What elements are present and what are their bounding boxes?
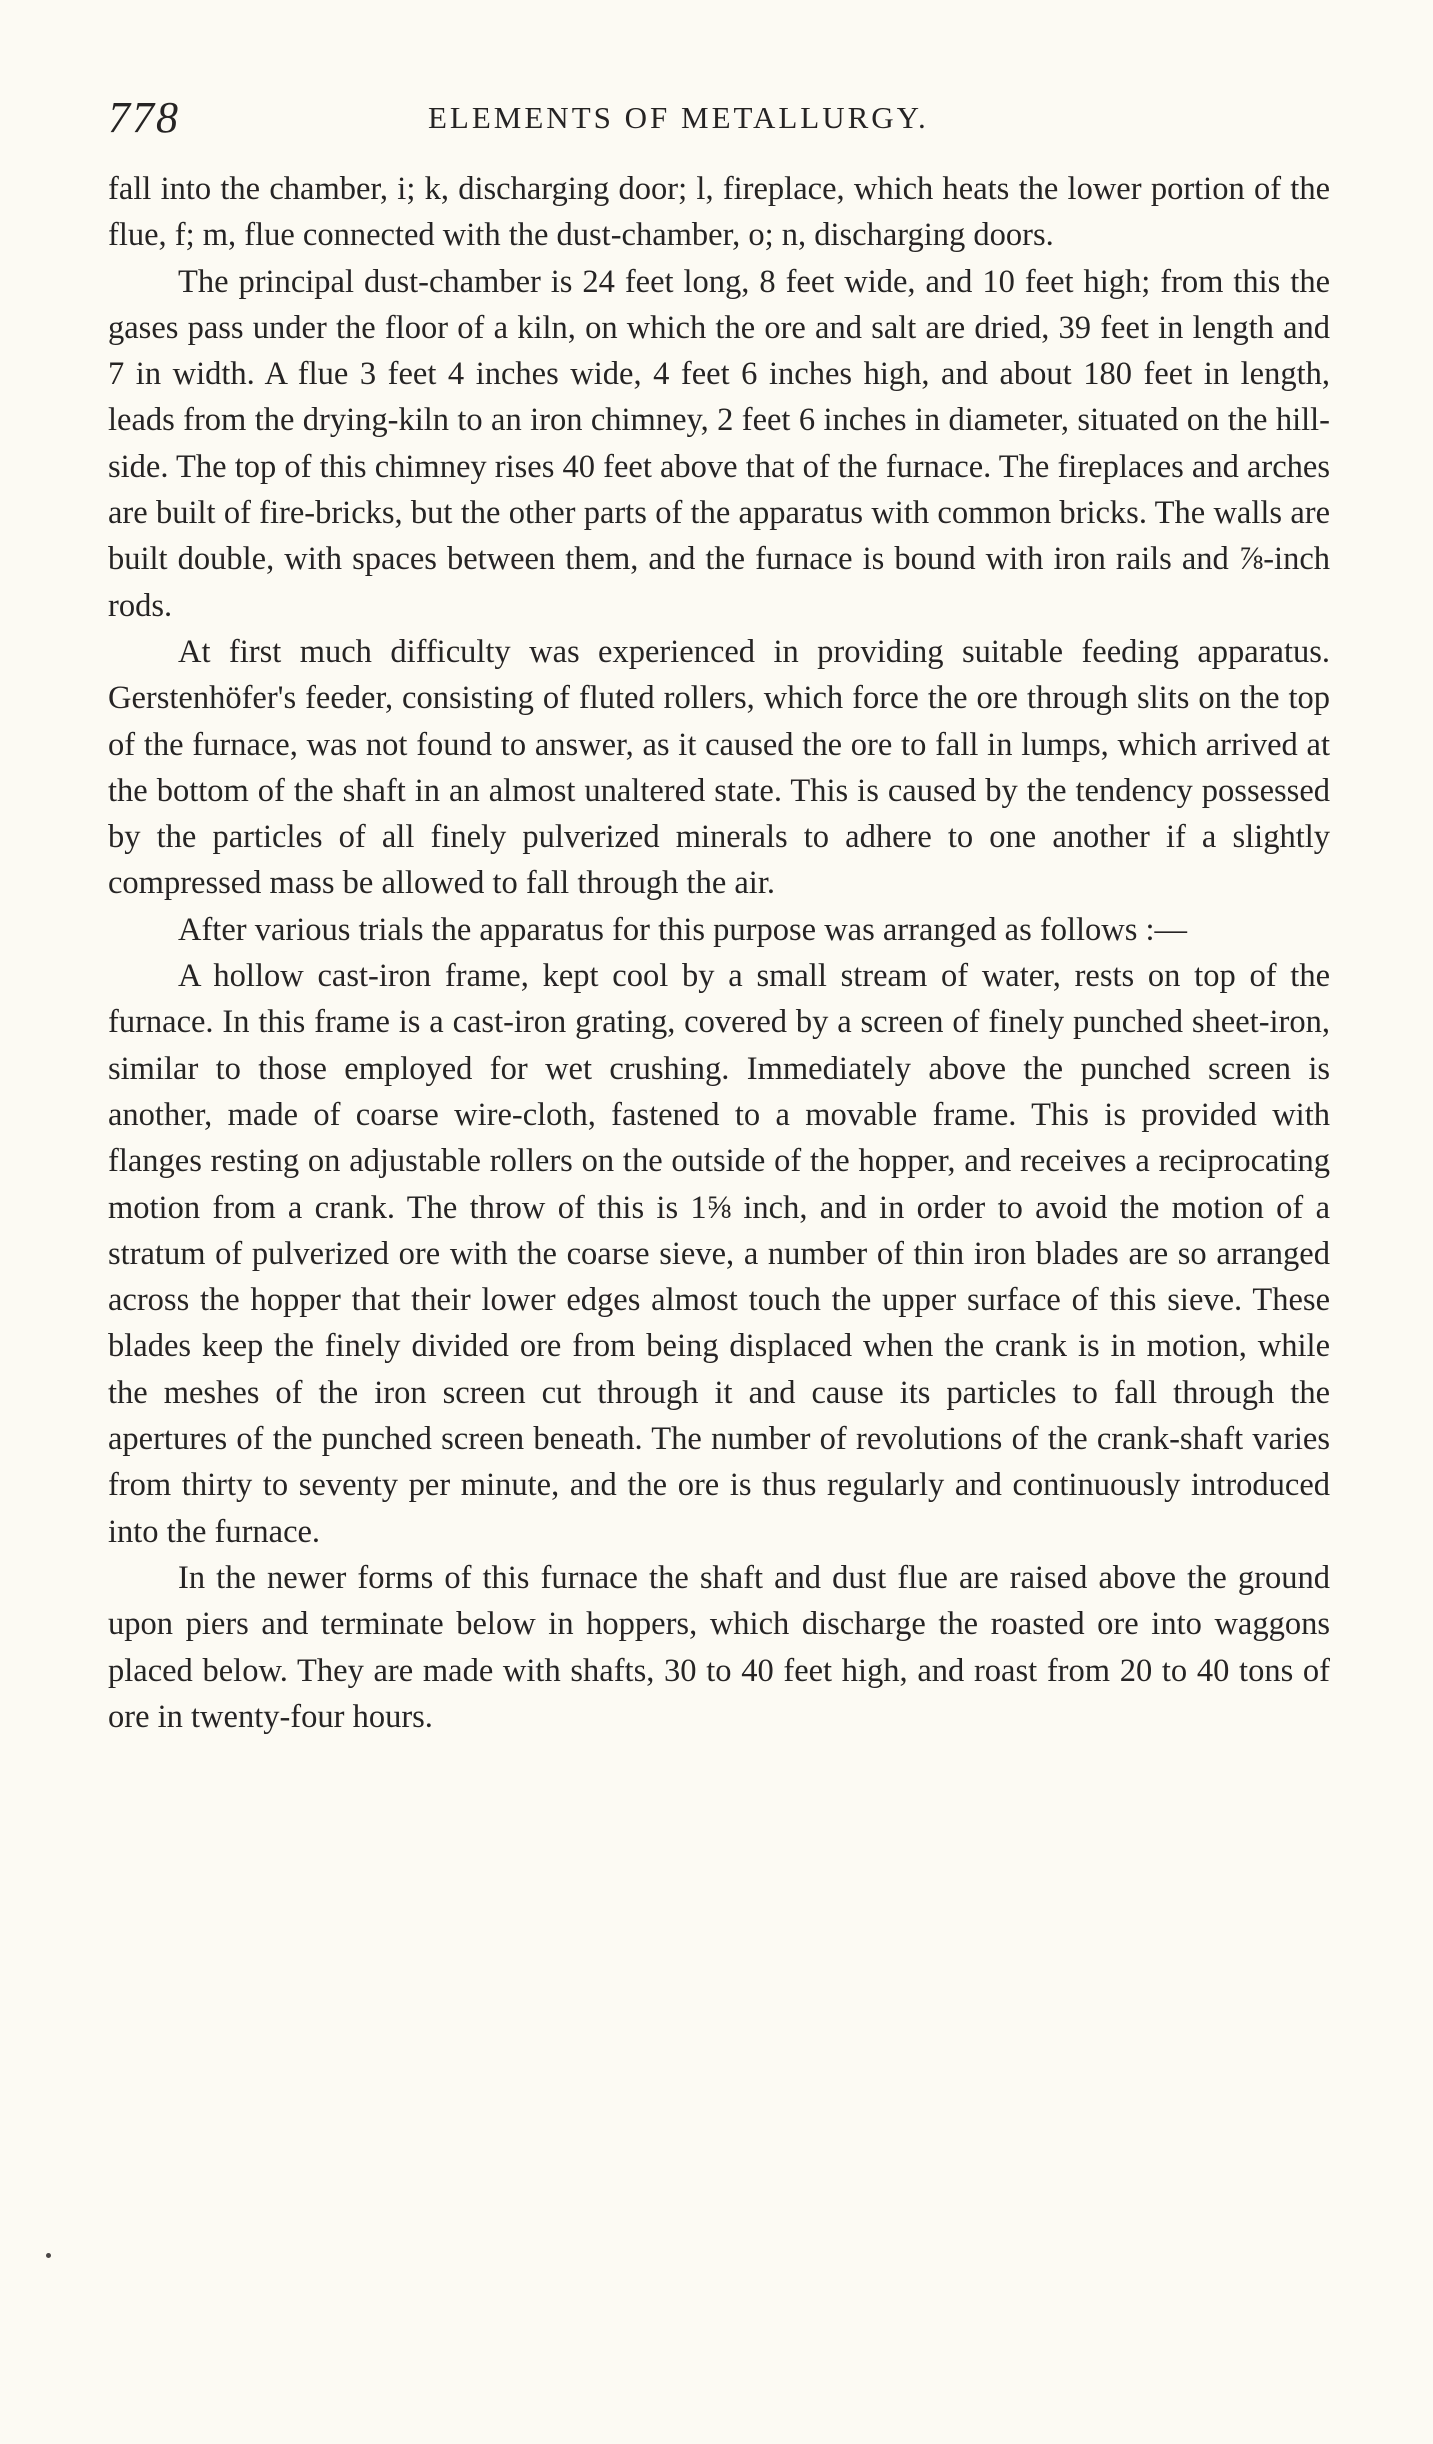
- running-title: ELEMENTS OF METALLURGY.: [428, 100, 929, 135]
- page-number: 778: [108, 93, 180, 142]
- paragraph-continuation: fall into the chamber, i; k, discharging door; l, fireplace, which heats the lower portion of the flue, f; m, flue connected with the dust-chamber, o; n, discharging doors.: [108, 171, 1330, 254]
- paragraph-cast-iron-frame: A hollow cast-iron frame, kept cool by a small stream of water, rests on top of the furnace. In this frame is a cast-iron grating, covered by a screen of finely punched sheet-iron, similar to those employed for wet crushing. Immediately above the punched screen is another, made of coarse wire-cloth, fastened to a movable frame. This is provided with flanges resting on adjustable rollers on the outside of the hopper, and receives a reciprocating motion from a crank. The throw of this is 1⅝ inch, and in order to avoid the motion of a stratum of pulverized ore with the coarse sieve, a number of thin iron blades are so arranged across the hopper that their lower edges almost touch the upper surface of this sieve. These blades keep the finely divided ore from being displaced when the crank is in motion, while the meshes of the iron screen cut through it and cause its particles to fall through the apertures of the punched screen beneath. The number of revolutions of the crank-shaft varies from thirty to seventy per minute, and the ore is thus regularly and continuously introduced into the furnace.: [108, 958, 1330, 1550]
- page-speck: [46, 2253, 51, 2258]
- paragraph-feeding-apparatus: At first much difficulty was experienced in providing suitable feeding apparatus. Gerstenhöfer's feeder, consisting of fluted rollers, which force the ore through slits on the top of the furnace, was not found to answer, as it caused the ore to fall in lumps, which arrived at the bottom of the shaft in an almost unaltered state. This is caused by the tendency possessed by the particles of all finely pulverized minerals to adhere to one another if a slightly compressed mass be allowed to fall through the air.: [108, 633, 1330, 902]
- paragraph-dust-chamber: The principal dust-chamber is 24 feet long, 8 feet wide, and 10 feet high; from this the gases pass under the floor of a kiln, on which the ore and salt are dried, 39 feet in length and 7 in width. A flue 3 feet 4 inches wide, 4 feet 6 inches high, and about 180 feet in length, leads from the drying-kiln to an iron chimney, 2 feet 6 inches in diameter, situated on the hill-side. The top of this chimney rises 40 feet above that of the furnace. The fireplaces and arches are built of fire-bricks, but the other parts of the apparatus with common bricks. The walls are built double, with spaces between them, and the furnace is bound with iron rails and ⅞-inch rods.: [108, 263, 1330, 624]
- paragraph-newer-forms: In the newer forms of this furnace the shaft and dust flue are raised above the ground upon piers and terminate below in hoppers, which discharge the roasted ore into waggons placed below. They are made with shafts, 30 to 40 feet high, and roast from 20 to 40 tons of ore in twenty-four hours.: [108, 1559, 1330, 1735]
- body-text: [108, 166, 1330, 1740]
- paragraph-trials: After various trials the apparatus for this purpose was arranged as follows :—: [178, 911, 1188, 948]
- page-header: [108, 92, 1328, 152]
